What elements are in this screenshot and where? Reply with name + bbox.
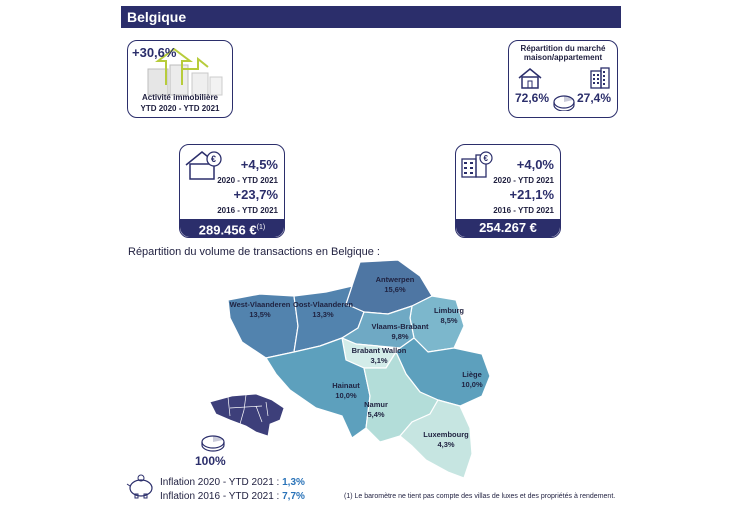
house-icon: [517, 67, 543, 89]
activity-period: YTD 2020 - YTD 2021: [140, 104, 220, 113]
svg-text:€: €: [211, 154, 217, 164]
label-hainaut: Hainaut 10,0%: [332, 381, 360, 400]
inflation-line-2: Inflation 2016 - YTD 2021 : 7,7%: [160, 491, 305, 502]
apartment-price-card: [455, 144, 561, 238]
activity-value: +30,6%: [132, 45, 177, 60]
activity-card: [127, 40, 233, 118]
house-change-2: +23,7%: [233, 187, 278, 202]
apartment-period-2: 2016 - YTD 2021: [493, 206, 554, 215]
pie-icon: [552, 91, 576, 111]
activity-label: Activité immobilière: [141, 93, 219, 102]
apartment-price: 254.267 €: [456, 219, 560, 237]
section-banner: [121, 6, 621, 28]
inflation-line-1: Inflation 2020 - YTD 2021 : 1,3%: [160, 477, 305, 488]
label-liege: Liège 10,0%: [461, 370, 483, 389]
transactions-title: Répartition du volume de transactions en Belgique :: [128, 246, 380, 258]
apartment-share: 27,4%: [577, 91, 612, 105]
piggy-bank-icon: [126, 474, 156, 500]
house-price: [180, 219, 284, 237]
label-limburg: Limburg 8,5%: [434, 306, 464, 325]
market-split-title-1: Répartition du marché: [520, 44, 606, 53]
svg-text:€: €: [483, 154, 488, 163]
inflation-value-2: 7,7%: [282, 491, 305, 502]
total-value: 100%: [195, 454, 226, 468]
market-split-title-2: maison/appartement: [523, 53, 603, 62]
house-change-1: +4,5%: [240, 157, 278, 172]
label-oost-vlaanderen: Oost-Vlaanderen 13,3%: [292, 300, 353, 319]
house-price-note: (1): [256, 224, 266, 231]
house-period-2: 2016 - YTD 2021: [217, 206, 278, 215]
label-luxembourg: Luxembourg 4,3%: [423, 430, 469, 449]
banner-title: Belgique: [127, 9, 187, 25]
label-west-vlaanderen: West-Vlaanderen 13,5%: [229, 300, 291, 319]
label-antwerpen: Antwerpen 15,6%: [375, 275, 415, 294]
market-split-card: [508, 40, 618, 118]
house-share: 72,6%: [515, 91, 550, 105]
apartment-change-2: +21,1%: [509, 187, 554, 202]
apartment-change-1: +4,0%: [516, 157, 554, 172]
house-price-card: [179, 144, 285, 238]
label-vlaams-brabant: Vlaams-Brabant 9,8%: [371, 322, 429, 341]
apartment-period-1: 2020 - YTD 2021: [493, 176, 554, 185]
pie-icon: [200, 430, 226, 452]
label-brabant-wallon: Brabant Wallon 3,1%: [351, 346, 407, 365]
inflation-value-1: 1,3%: [282, 477, 305, 488]
house-price-value: 289.456 €: [198, 222, 257, 238]
apartment-euro-icon: [460, 151, 494, 179]
house-period-1: 2020 - YTD 2021: [217, 176, 278, 185]
footnote: (1) Le baromètre ne tient pas compte des villas de luxes et des propriétés à rendement.: [344, 493, 616, 500]
apartment-icon: [589, 67, 611, 89]
label-namur: Namur 5,4%: [364, 400, 388, 419]
